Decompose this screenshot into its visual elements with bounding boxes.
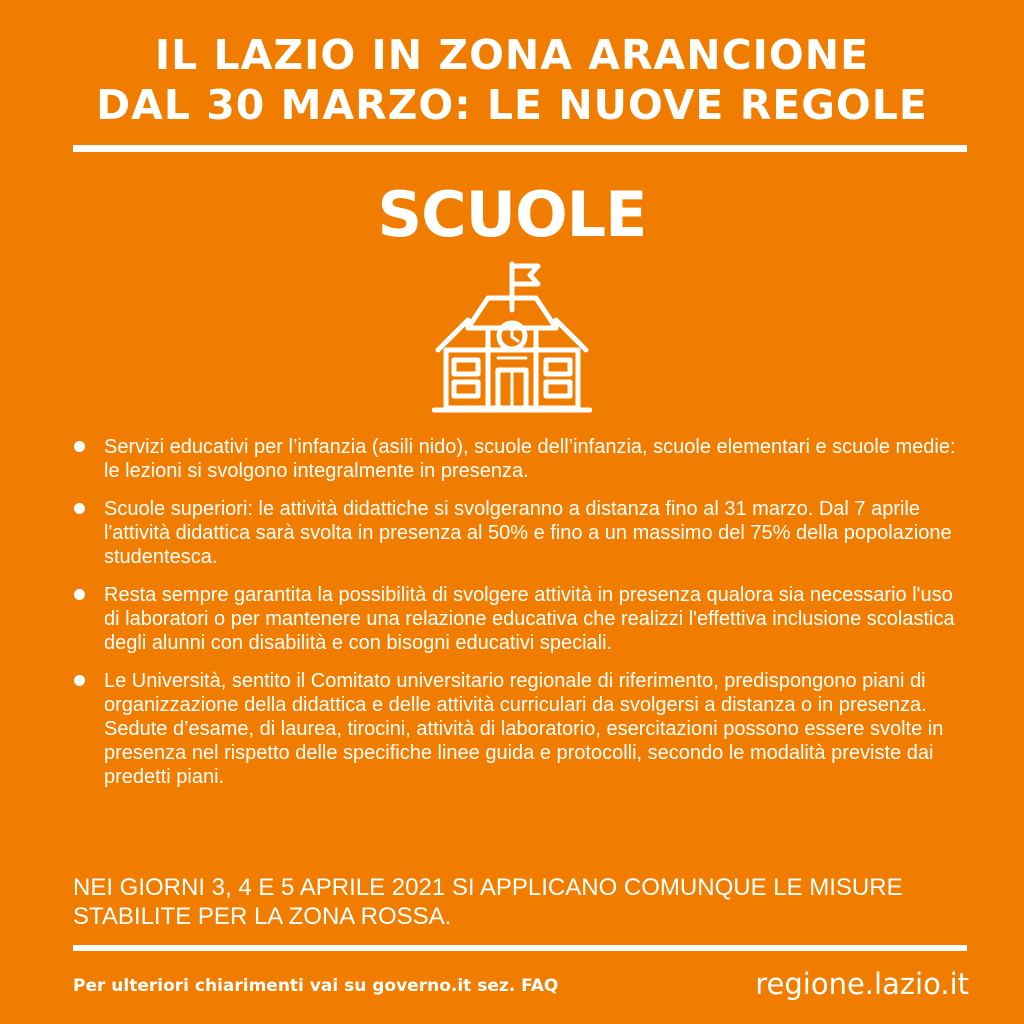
bottom-divider <box>73 945 967 951</box>
header-line-2: DAL 30 MARZO: LE NUOVE REGOLE <box>96 81 928 129</box>
header-line-1: IL LAZIO IN ZONA ARANCIONE <box>154 31 870 79</box>
faq-note: Per ulteriori chiarimenti vai su governo.it sez. FAQ <box>73 976 559 996</box>
bullet-icon <box>74 589 85 600</box>
header-title <box>0 30 1024 130</box>
list-item <box>72 497 962 569</box>
list-item <box>72 583 962 655</box>
bullet-icon <box>74 675 85 686</box>
list-item-text: Servizi educativi per l’infanzia (asili nido), scuole dell’infanzia, scuole elementari e scuole medie: le lezioni si svolgono integralmente in presenza. <box>104 436 956 482</box>
red-zone-notice: NEI GIORNI 3, 4 E 5 APRILE 2021 SI APPLICANO COMUNQUE LE MISURE STABILITE PER LA ZONA ROSSA. <box>73 874 903 930</box>
top-divider <box>73 145 967 152</box>
list-item-text: Resta sempre garantita la possibilità di svolgere attività in presenza qualora sia necessario l'uso di laboratori o per mantenere una relazione educativa che realizzi l'effettiva inclusione scolastica degli alunni con disabilità e con bisogni educativi speciali. <box>104 584 955 654</box>
list-item-text: Scuole superiori: le attività didattiche si svolgeranno a distanza fino al 31 marzo. Dal 7 aprile l'attività didattica sarà svolta in presenza al 50% e fino a un massimo del 75% della popolazione studentesca. <box>104 498 952 568</box>
bullet-icon <box>74 503 85 514</box>
list-item <box>72 669 962 789</box>
list-item <box>72 435 962 483</box>
section-title: SCUOLE <box>377 178 647 251</box>
site-link[interactable]: regione.lazio.it <box>755 967 969 1001</box>
school-building-icon <box>432 258 592 418</box>
bullet-icon <box>74 441 85 452</box>
rules-list <box>72 435 962 803</box>
list-item-text: Le Università, sentito il Comitato universitario regionale di riferimento, predispongono piani di organizzazione della didattica e delle attività curriculari da svolgersi a distanza o in presenza. Sedute d’esame, di laurea, tirocini, attività di laboratorio, esercitazioni possono essere svolte in presenza nel rispetto delle specifiche linee guida e protocolli, secondo le modalità previste dai predetti piani. <box>104 670 944 788</box>
